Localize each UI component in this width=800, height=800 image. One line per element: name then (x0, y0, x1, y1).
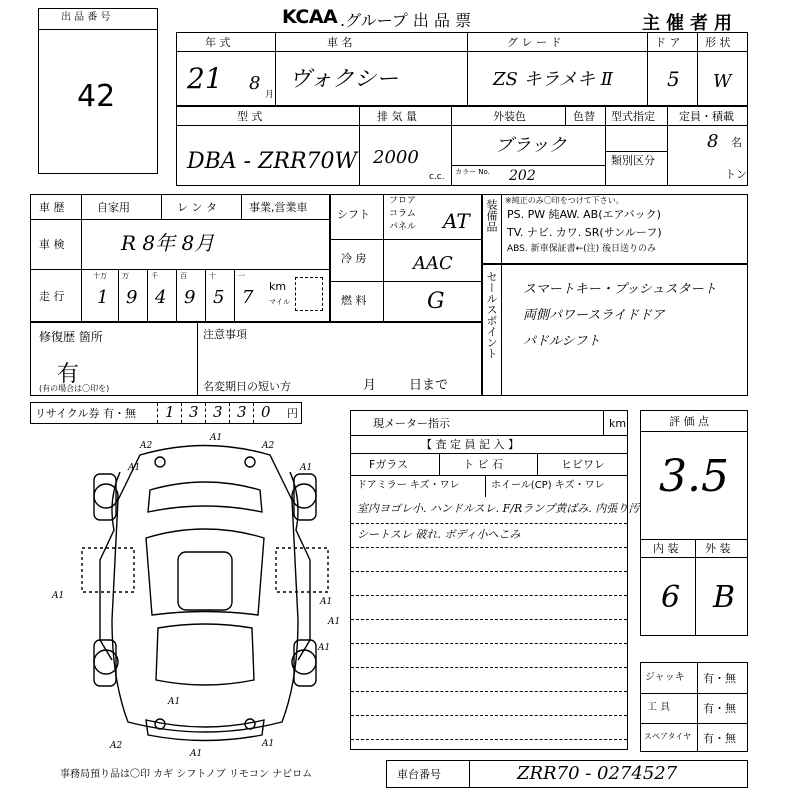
inspection-value: R 8年 8月 (121, 231, 215, 255)
chassis-value: ZRR70 - 0274527 (517, 763, 678, 784)
damage-mark: A1 (190, 749, 203, 759)
odometer-digit: 5 (213, 287, 225, 308)
month-unit: 月 (265, 90, 275, 100)
score-value: 3.5 (659, 451, 729, 502)
damage-mark: A1 (168, 697, 181, 707)
odometer-place-label: 百 (180, 272, 187, 280)
grade-value: ZS キラメキ Ⅱ (493, 69, 613, 90)
odometer-place-label: 十万 (93, 272, 107, 280)
recycle-unit: 円 (287, 407, 298, 420)
displacement-label: 排 気 量 (377, 110, 417, 123)
recycle-digit: 1 (165, 403, 175, 421)
chassis-box (386, 760, 748, 788)
recycle-label: リサイクル券 有・無 (35, 407, 136, 420)
interior-value: 6 (661, 580, 681, 615)
odometer-digit: 9 (126, 287, 138, 308)
items-note: 事務局預り品は〇印 カギ シフトノブ リモコン ナビロム (60, 769, 313, 780)
shift-floor: フロア (389, 196, 417, 206)
history-box (30, 194, 330, 322)
color-value: ブラック (495, 135, 567, 156)
shift-label: シフト (337, 208, 370, 221)
history-business: 事業,営業車 (249, 201, 308, 214)
sales-points-box (482, 264, 748, 396)
ton-unit: トン (725, 168, 747, 181)
sales-point-3: パドルシフト (523, 334, 601, 349)
recycle-box (30, 402, 302, 424)
fuel-label: 燃 料 (341, 294, 367, 307)
shift-box (330, 194, 482, 322)
damage-mark: A2 (262, 441, 275, 451)
rename-day: 日まで (409, 378, 449, 393)
history-label: 車 歴 (39, 201, 65, 214)
doors-value: 5 (667, 67, 680, 91)
model-value: DBA - ZRR70W (187, 149, 358, 174)
doors-label: ド ア (655, 36, 681, 49)
damage-mark: A1 (52, 591, 65, 601)
remark-2: シートスレ 破れ. ボディ小へこみ (357, 528, 521, 541)
odometer-place-label: 一 (238, 272, 245, 280)
mile-unit: マイル (269, 298, 290, 306)
repair-note: (有の場合は〇印を) (39, 384, 110, 393)
tool-jack-value: 有・無 (703, 672, 736, 685)
year-value: 21 (187, 62, 223, 95)
tool-spare-value: 有・無 (703, 732, 736, 745)
damage-mark: A1 (320, 597, 333, 607)
ac-value: AAC (413, 253, 453, 274)
displacement-value: 2000 (373, 147, 419, 168)
organizer-label: 主催者用 (642, 13, 738, 34)
recycle-digit: 3 (189, 403, 199, 421)
recycle-digit: 3 (237, 403, 247, 421)
tool-spare-label: スペアタイヤ (644, 732, 692, 741)
form-title: .グループ 出 品 票 (340, 11, 472, 30)
damage-mark: A1 (318, 643, 331, 653)
history-private: 自家用 (97, 201, 130, 214)
equipment-line2: TV. ナビ. カワ. SR(サンルーフ) (507, 226, 662, 239)
odometer-digit: 1 (97, 287, 109, 308)
equipment-label: 装備品 (485, 199, 498, 232)
recycle-digit: 3 (213, 403, 223, 421)
exterior-value: B (713, 580, 736, 615)
odometer-digit: 7 (242, 287, 254, 308)
mirror-label: ドアミラー キズ・ワレ (357, 480, 460, 491)
equipment-line1: PS. PW 純AW. AB(エアバック) (507, 208, 661, 221)
rename-month: 月 (363, 378, 377, 393)
fuel-value: G (427, 289, 445, 314)
exterior-label: 外 装 (705, 542, 731, 555)
equipment-box (482, 194, 748, 264)
km-unit: km (269, 280, 287, 293)
damage-mark: A1 (210, 433, 223, 443)
notes-label: 注意事項 (203, 328, 247, 341)
remark-1: 室内ヨゴレ小. ハンドルスレ. F/Rランプ黄ばみ. 内張り汚 (357, 502, 640, 515)
body-value: W (713, 71, 732, 92)
designation-label: 型式指定 (611, 110, 655, 123)
capacity-label: 定員・積載 (679, 110, 734, 123)
persons-unit: 名 (731, 136, 742, 149)
month-value: 8 (249, 73, 261, 94)
recycle-digit: 0 (261, 403, 271, 421)
glass-label: Fガラス (369, 458, 408, 471)
equipment-line3: ABS. 新車保証書←(注) 後日送りのみ (507, 244, 657, 254)
sales-point-1: スマートキー・プッシュスタート (523, 282, 717, 297)
tools-box (640, 662, 748, 752)
ac-label: 冷 房 (341, 252, 367, 265)
lot-label: 出 品 番 号 (61, 12, 111, 23)
damage-mark: A1 (128, 463, 141, 473)
lot-number: 42 (77, 79, 116, 114)
repair-label: 修復歴 箇所 (39, 330, 103, 344)
inspector-title: 【 査 定 員 記 入 】 (421, 438, 519, 451)
inspection-label: 車 検 (39, 238, 65, 251)
name-label: 車 名 (327, 36, 353, 49)
model-label: 型 式 (237, 110, 263, 123)
color-no-label: カラー No. (455, 168, 490, 176)
repair-value: 有 (57, 362, 80, 387)
vehicle-box (176, 32, 748, 106)
rename-label: 名変期日の短い方 (203, 380, 291, 393)
grade-label: グ レ ー ド (507, 36, 562, 49)
odometer-place-label: 千 (151, 272, 158, 280)
equipment-note: ※純正のみ〇印をつけて下さい。 (505, 196, 624, 205)
damage-mark: A2 (140, 441, 153, 451)
capacity-value: 8 (707, 131, 719, 152)
wheel-label: ホイール(CP) キズ・ワレ (491, 480, 605, 491)
damage-mark: A1 (328, 617, 341, 627)
stone-label: ト ビ 石 (463, 458, 503, 471)
damage-mark: A2 (110, 741, 123, 751)
odometer-digit: 9 (184, 287, 196, 308)
interior-label: 内 装 (653, 542, 679, 555)
odometer-digit: 4 (155, 287, 167, 308)
score-box (640, 410, 748, 636)
recolor-label: 色替 (573, 110, 595, 123)
meter-unit: km (609, 417, 627, 430)
odometer-place-label: 万 (122, 272, 129, 280)
score-label: 評 価 点 (669, 415, 709, 428)
body-label: 形 状 (705, 36, 731, 49)
chassis-label: 車台番号 (397, 768, 441, 781)
shift-value: AT (443, 209, 470, 233)
meter-label: 現メーター指示 (373, 417, 450, 430)
shift-panel: パネル (389, 222, 417, 232)
inspector-box (350, 410, 640, 750)
lot-box (38, 8, 158, 174)
logo: KCAA (282, 6, 338, 28)
color-label: 外装色 (493, 110, 526, 123)
sales-points-label: セールスポイント (485, 271, 498, 359)
cc-unit: c.c. (429, 172, 445, 182)
spec-box (176, 106, 748, 186)
tool-kit-value: 有・無 (703, 702, 736, 715)
color-no-value: 202 (509, 168, 536, 184)
sales-point-2: 両側パワースライドドア (523, 308, 665, 323)
repair-box (30, 322, 482, 396)
damage-mark: A1 (300, 463, 313, 473)
tool-jack-label: ジャッキ (645, 672, 685, 683)
history-rental: レ ン タ (177, 201, 217, 214)
crack-label: ヒビワレ (561, 458, 605, 471)
odometer-place-label: 十 (209, 272, 216, 280)
mileage-label: 走 行 (39, 290, 65, 303)
car-name: ヴォクシー (289, 67, 399, 92)
classification-label: 類別区分 (611, 154, 655, 167)
year-label: 年 式 (205, 36, 231, 49)
damage-mark: A1 (262, 739, 275, 749)
tool-kit-label: 工 具 (647, 702, 671, 713)
shift-column: コラム (389, 209, 416, 219)
